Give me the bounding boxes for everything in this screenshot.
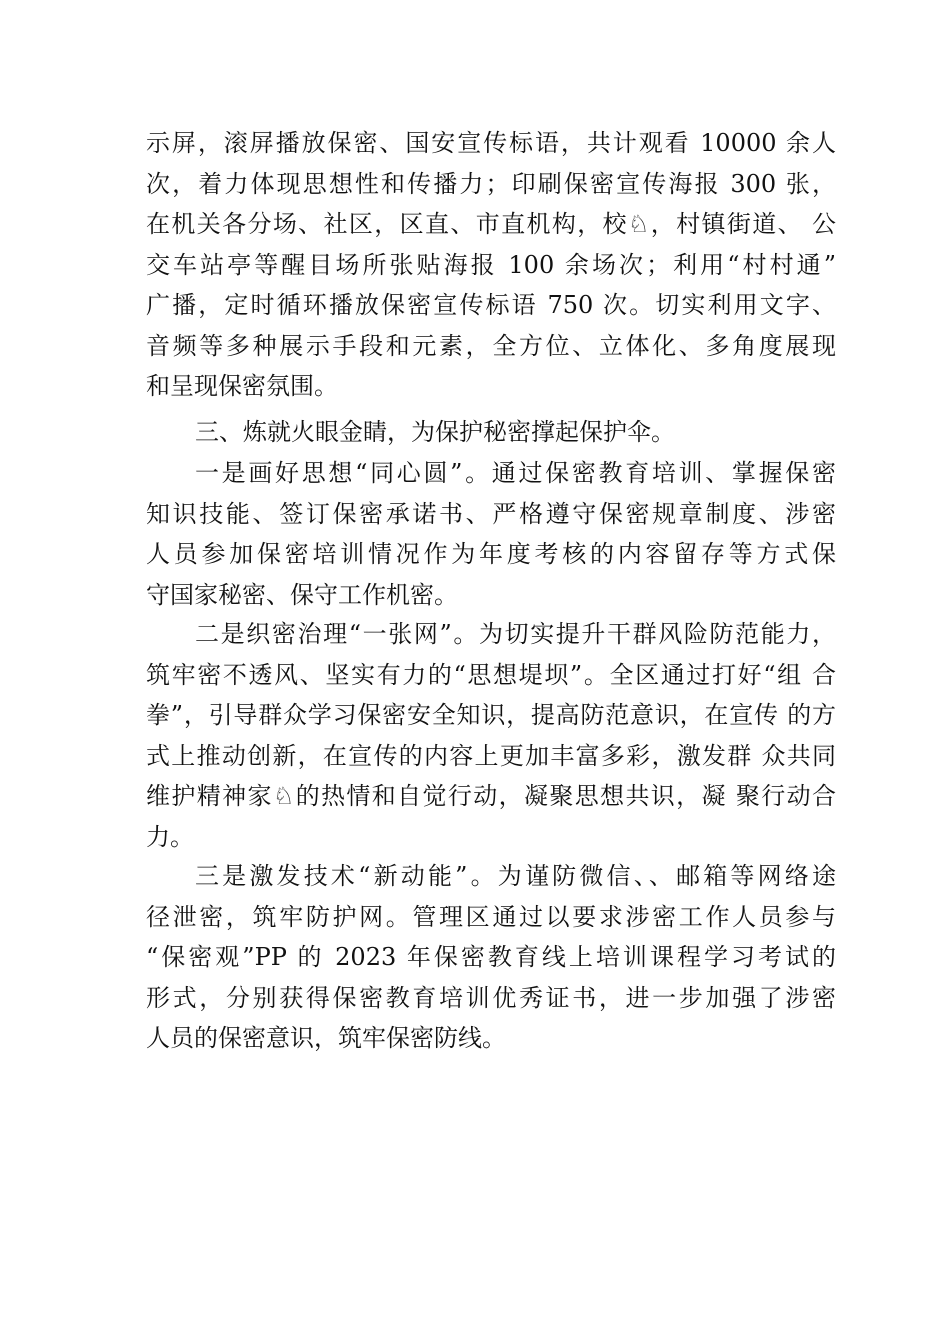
paragraph-publicity-materials — [146, 123, 836, 407]
text-line: 在机关各分场、社区，区直、市直机构，校♘，村镇街道、 公 — [146, 210, 836, 238]
text-line: 广播，定时循环播放保密宣传标语 750 次。切实利用文字、 — [146, 291, 836, 319]
text-line: 径泄密，筑牢防护网。管理区通过以要求涉密工作人员参与 — [146, 902, 836, 931]
text-line: 式上推动创新，在宣传的内容上更加丰富多彩，激发群 众共同 — [146, 741, 836, 770]
text-line: “保密观”PP 的 2023 年保密教育线上培训课程学习考试的 — [146, 943, 836, 971]
text-line: 力。 — [146, 822, 194, 851]
text-line: 次，着力体现思想性和传播力；印刷保密宣传海报 300 张， — [146, 169, 836, 198]
paragraph-technical-momentum — [146, 856, 836, 1059]
text-line: 筑牢密不透风、坚实有力的“思想堤坝”。全区通过打好“组 合 — [146, 660, 836, 689]
section-heading: 三、炼就火眼金睛，为保护秘密撑起保护伞。 — [195, 418, 675, 446]
text-line: 形式，分别获得保密教育培训优秀证书，进一步加强了涉密 — [146, 983, 836, 1012]
section-heading-three — [146, 412, 836, 453]
paragraph-governance-network — [146, 614, 836, 857]
text-line: 一是画好思想“同心圆”。通过保密教育培训、掌握保密 — [195, 459, 836, 487]
text-line: 知识技能、签订保密承诺书、严格遵守保密规章制度、涉密 — [146, 499, 836, 528]
text-line: 交车站亭等醒目场所张贴海报 100 余场次；利用“村村通” — [146, 250, 836, 279]
text-line: 维护精神家♘的热情和自觉行动，凝聚思想共识，凝 聚行动合 — [146, 782, 836, 810]
text-line: 守国家秘密、保守工作机密。 — [146, 580, 458, 609]
paragraph-concentric-circle — [146, 453, 836, 615]
text-line: 拳”，引导群众学习保密安全知识，提高防范意识，在宣传 的方 — [146, 701, 836, 729]
text-line: 和呈现保密氛围。 — [146, 372, 338, 400]
text-line: 人员参加保密培训情况作为年度考核的内容留存等方式保 — [146, 540, 836, 568]
text-line: 人员的保密意识，筑牢保密防线。 — [146, 1024, 506, 1052]
text-line: 示屏，滚屏播放保密、国安宣传标语，共计观看 10000 余人 — [146, 129, 836, 157]
text-line: 音频等多种展示手段和元素，全方位、立体化、多角度展现 — [146, 331, 836, 360]
text-line: 二是织密治理“一张网”。为切实提升干群风险防范能力， — [195, 620, 836, 648]
text-line: 三是激发技术“新动能”。为谨防微信、、邮箱等网络途 — [195, 862, 836, 890]
